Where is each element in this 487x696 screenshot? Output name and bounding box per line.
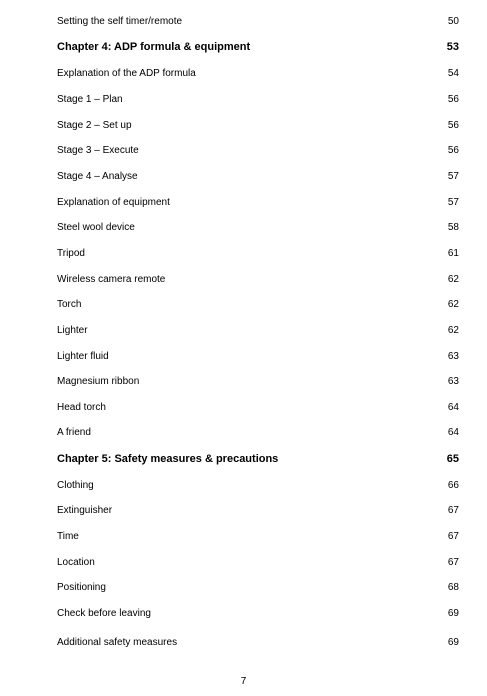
toc-entry-title: Explanation of equipment: [57, 196, 170, 208]
toc-entry-title: Steel wool device: [57, 221, 135, 233]
page-number: 7: [240, 676, 247, 687]
toc-entry-page: 56: [447, 144, 459, 156]
toc-entry: [57, 294, 459, 314]
toc-entry-title: Lighter fluid: [57, 350, 109, 362]
toc-entry: [57, 422, 459, 442]
toc-entry: [57, 397, 459, 417]
toc-entry-page: 56: [447, 119, 459, 131]
toc-entry: [57, 500, 459, 520]
toc-entry-title: Location: [57, 556, 95, 568]
toc-entry-page: 69: [447, 636, 459, 648]
toc-entry-page: 62: [447, 298, 459, 310]
toc-entry-title: Tripod: [57, 247, 85, 259]
toc-entry: [57, 115, 459, 135]
toc-entry: [57, 192, 459, 212]
toc-chapter-heading: [57, 449, 459, 469]
toc-entry-title: Stage 4 – Analyse: [57, 170, 138, 182]
toc-entry-title: Wireless camera remote: [57, 273, 166, 285]
toc-entry-title: Positioning: [57, 581, 106, 593]
toc-entry-title: Clothing: [57, 479, 94, 491]
toc-entry-page: 67: [447, 504, 459, 516]
toc-entry-title: Stage 1 – Plan: [57, 93, 123, 105]
toc-entry: [57, 217, 459, 237]
toc-entry-title: Magnesium ribbon: [57, 375, 140, 387]
toc-entry: [57, 577, 459, 597]
toc-entry-page: 64: [447, 401, 459, 413]
toc-entry: [57, 89, 459, 109]
toc-entry: [57, 166, 459, 186]
toc-entry-title: Check before leaving: [57, 607, 151, 619]
toc-entry-page: 63: [447, 350, 459, 362]
toc-entry: [57, 269, 459, 289]
toc-entry-title: Torch: [57, 298, 82, 310]
toc-entry: [57, 475, 459, 495]
toc-entry: [57, 603, 459, 623]
toc-entry-page: 50: [447, 15, 459, 27]
toc-entry-title: Stage 3 – Execute: [57, 144, 139, 156]
toc-entry-title: Extinguisher: [57, 504, 113, 516]
toc-entry: [57, 140, 459, 160]
toc-entry-title: Additional safety measures: [57, 636, 178, 648]
toc-entry-page: 61: [447, 247, 459, 259]
toc-chapter-heading: [57, 37, 459, 57]
toc-entry-page: 62: [447, 273, 459, 285]
toc-entry-page: 67: [447, 556, 459, 568]
toc-entry-title: Explanation of the ADP formula: [57, 67, 196, 79]
toc-entry-title: Setting the self timer/remote: [57, 15, 183, 27]
toc-entry-page: 69: [447, 607, 459, 619]
toc-entry-page: 63: [447, 375, 459, 387]
toc-entry-title: Lighter: [57, 324, 88, 336]
toc-entry: [57, 243, 459, 263]
toc-entry: [57, 320, 459, 340]
toc-entry: [57, 632, 459, 652]
toc-entry: [57, 346, 459, 366]
toc-entry: [57, 63, 459, 83]
toc-entry-page: 58: [447, 221, 459, 233]
toc-entry-page: 68: [447, 581, 459, 593]
toc-entry-page: 57: [447, 170, 459, 182]
toc-entry-title: A friend: [57, 426, 91, 438]
toc-entry: [57, 11, 459, 31]
toc-entry-page: 62: [447, 324, 459, 336]
toc-entry-page: 66: [447, 479, 459, 491]
toc-entry-page: 54: [447, 67, 459, 79]
toc-chapter-title: Chapter 4: ADP formula & equipment: [57, 41, 251, 53]
toc-chapter-page: 65: [446, 453, 459, 465]
toc-entry: [57, 371, 459, 391]
toc-entry-page: 67: [447, 530, 459, 542]
toc-entry-page: 56: [447, 93, 459, 105]
toc-entry-title: Head torch: [57, 401, 106, 413]
toc-entry-title: Time: [57, 530, 79, 542]
toc-entry: [57, 526, 459, 546]
toc-chapter-title: Chapter 5: Safety measures & precautions: [57, 453, 279, 465]
toc-entry-page: 57: [447, 196, 459, 208]
toc-chapter-page: 53: [446, 41, 459, 53]
toc-entry-page: 64: [447, 426, 459, 438]
toc-entry-title: Stage 2 – Set up: [57, 119, 132, 131]
toc-entry: [57, 552, 459, 572]
